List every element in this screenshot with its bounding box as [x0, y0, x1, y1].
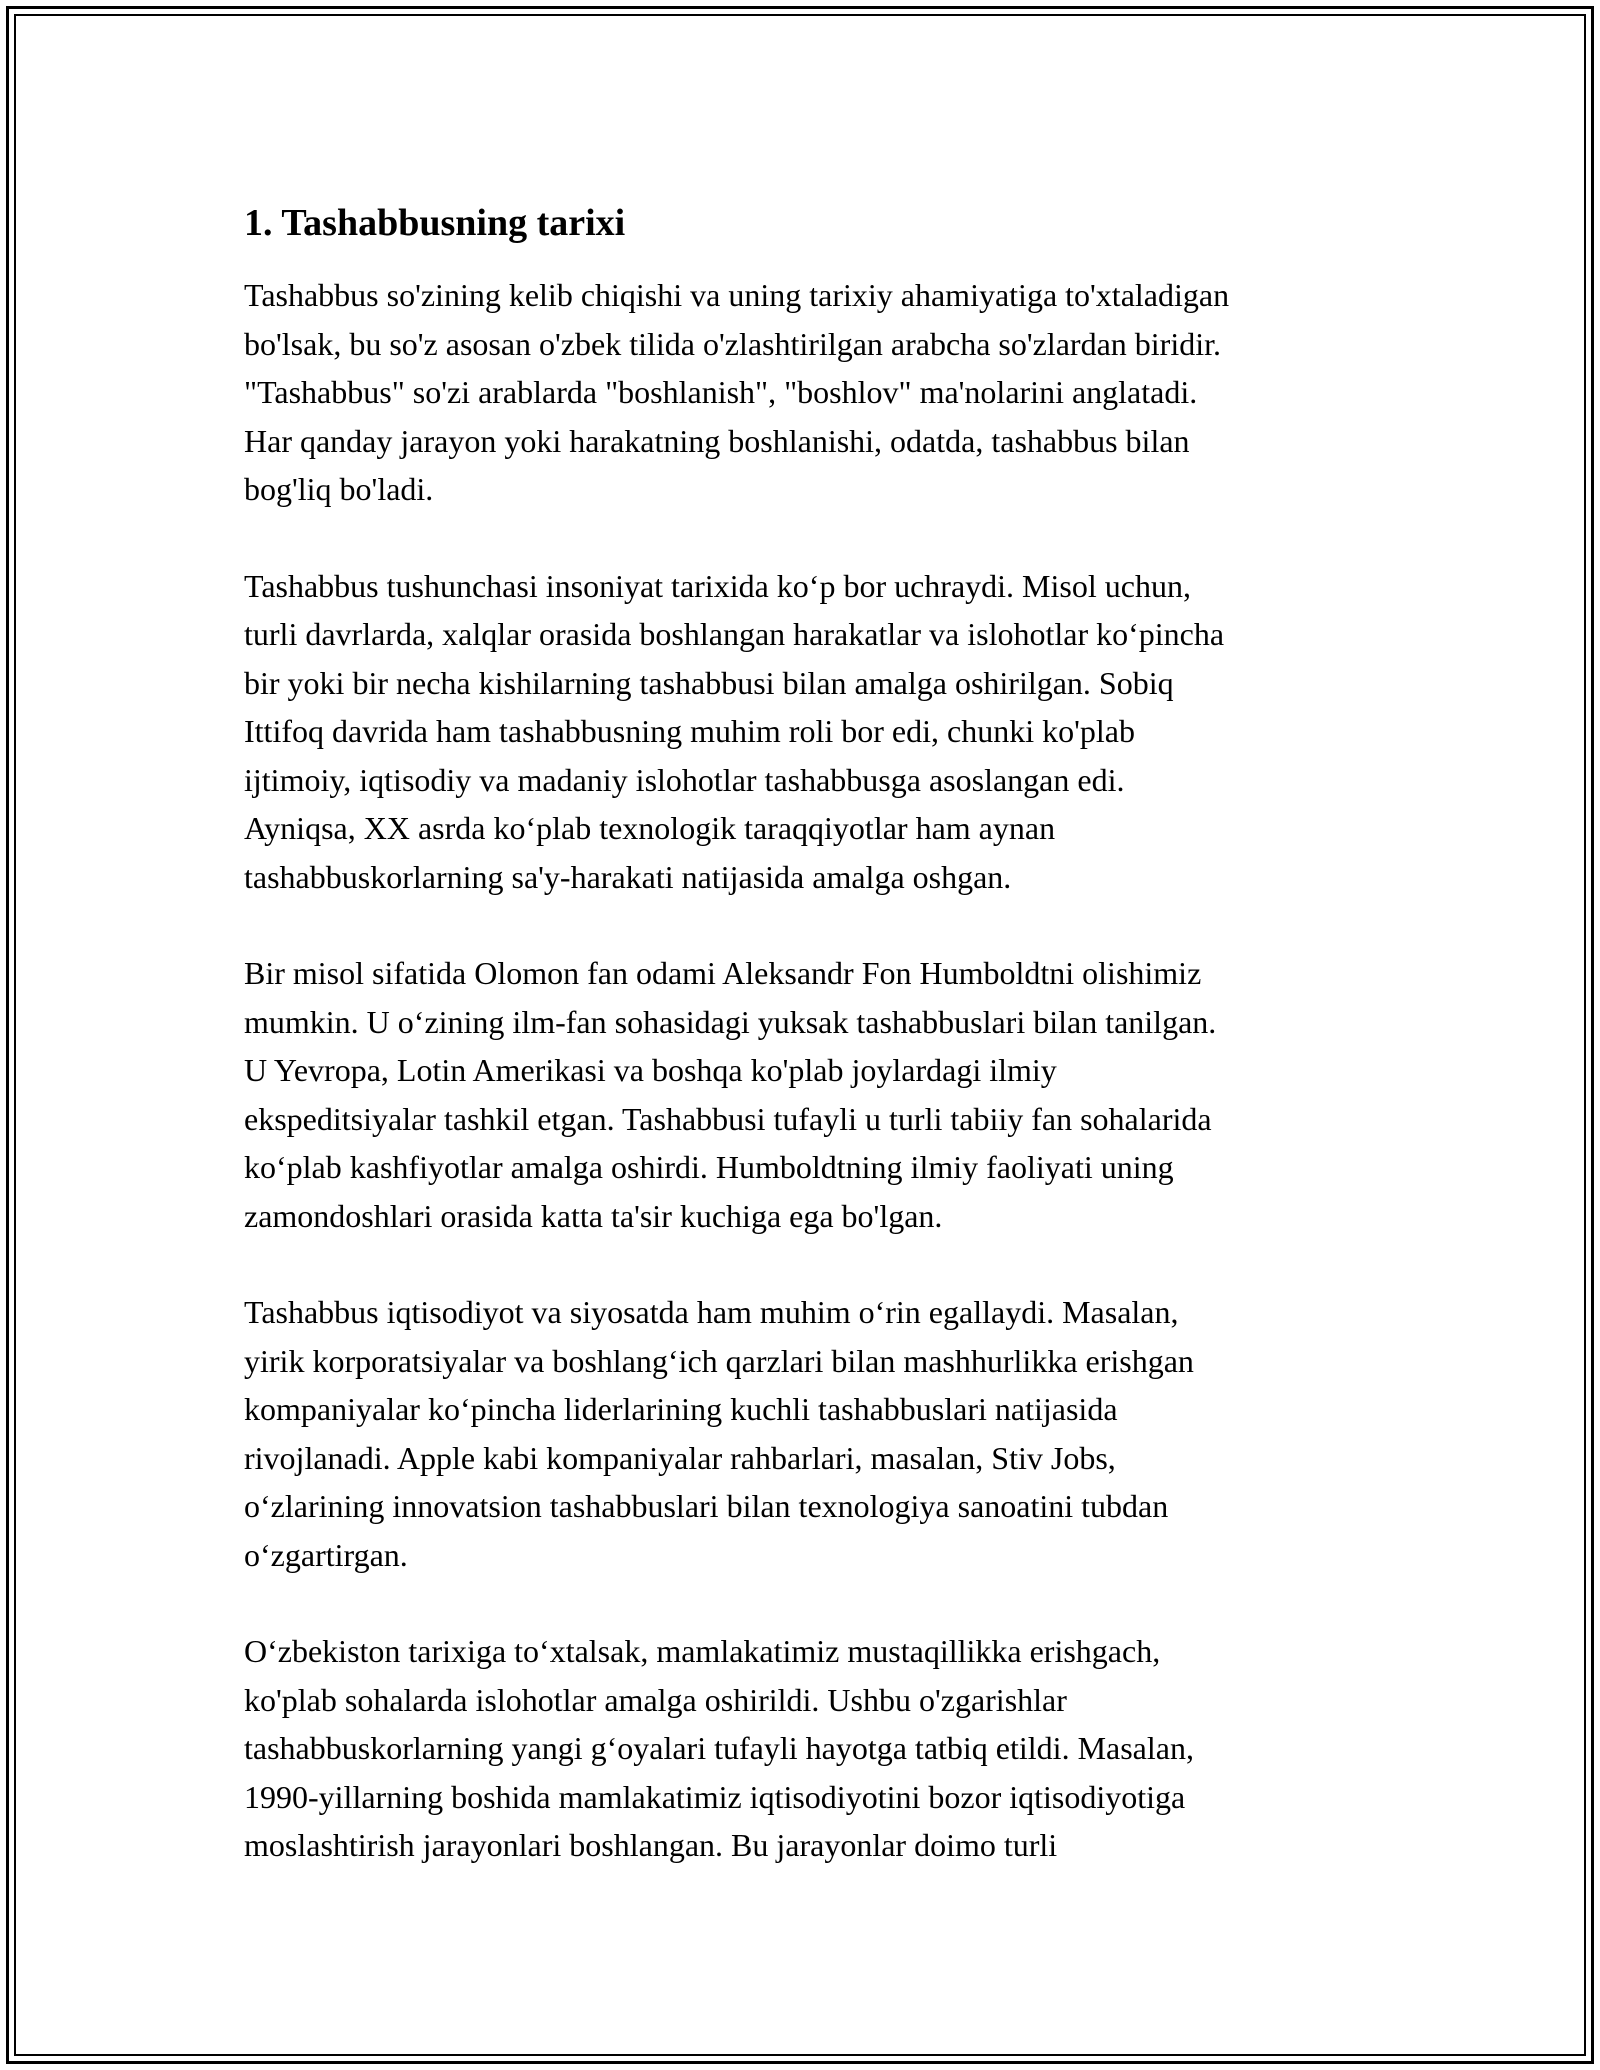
paragraph-1: Tashabbus so'zining kelib chiqishi va uning tarixiy ahamiyatiga to'xtaladigan bo'lsak, bu so'z asosan o'zbek tilida o'zlashtirilgan arabcha so'zlardan biridir. "Tashabbus" so'zi arablarda "boshlanish", "boshlov" ma'nolarini anglatadi. Har qanday jarayon yoki harakatning boshlanishi, odatda, tashabbus bilan bog'liq bo'ladi.: [244, 277, 1230, 507]
paragraph-2: Tashabbus tushunchasi insoniyat tarixida koʻp bor uchraydi. Misol uchun, turli davrlarda, xalqlar orasida boshlangan harakatlar va islohotlar koʻpincha bir yoki bir necha kishilarning tashabbusi bilan amalga oshirilgan. Sobiq Ittifoq davrida ham tashabbusning muhim roli bor edi, chunki ko'plab ijtimoiy, iqtisodiy va madaniy islohotlar tashabbusga asoslangan edi. Ayniqsa, XX asrda koʻplab texnologik taraqqiyotlar ham aynan tashabbuskorlarning sa'y-harakati natijasida amalga oshgan.: [244, 567, 1225, 895]
paragraph-5: Oʻzbekiston tarixiga toʻxtalsak, mamlakatimiz mustaqillikka erishgach, ko'plab sohalarda islohotlar amalga oshirildi. Ushbu o'zgarishlar tashabbuskorlarning yangi gʻoyalari tufayli hayotga tatbiq etildi. Masalan, 1990-yillarning boshida mamlakatimiz iqtisodiyotini bozor iqtisodiyotiga moslashtirish jarayonlari boshlangan. Bu jarayonlar doimo turli: [244, 1633, 1194, 1863]
document-body: [244, 197, 1394, 1870]
paragraph-4: Tashabbus iqtisodiyot va siyosatda ham muhim oʻrin egallaydi. Masalan, yirik korporatsiyalar va boshlangʻich qarzlari bilan mashhurlikka erishgan kompaniyalar koʻpincha liderlarining kuchli tashabbuslari natijasida rivojlanadi. Apple kabi kompaniyalar rahbarlari, masalan, Stiv Jobs, oʻzlarining innovatsion tashabbuslari bilan texnologiya sanoatini tubdan oʻzgartirgan.: [244, 1294, 1194, 1573]
section-heading: 1. Tashabbusning tarixi: [244, 202, 626, 244]
paragraph-3: Bir misol sifatida Olomon fan odami Aleksandr Fon Humboldtni olishimiz mumkin. U oʻzining ilm-fan sohasidagi yuksak tashabbuslari bilan tanilgan. U Yevropa, Lotin Amerikasi va boshqa ko'plab joylardagi ilmiy ekspeditsiyalar tashkil etgan. Tashabbusi tufayli u turli tabiiy fan sohalarida koʻplab kashfiyotlar amalga oshirdi. Humboldtning ilmiy faoliyati uning zamondoshlari orasida katta ta'sir kuchiga ega bo'lgan.: [244, 955, 1217, 1234]
document-page: [6, 6, 1594, 2064]
